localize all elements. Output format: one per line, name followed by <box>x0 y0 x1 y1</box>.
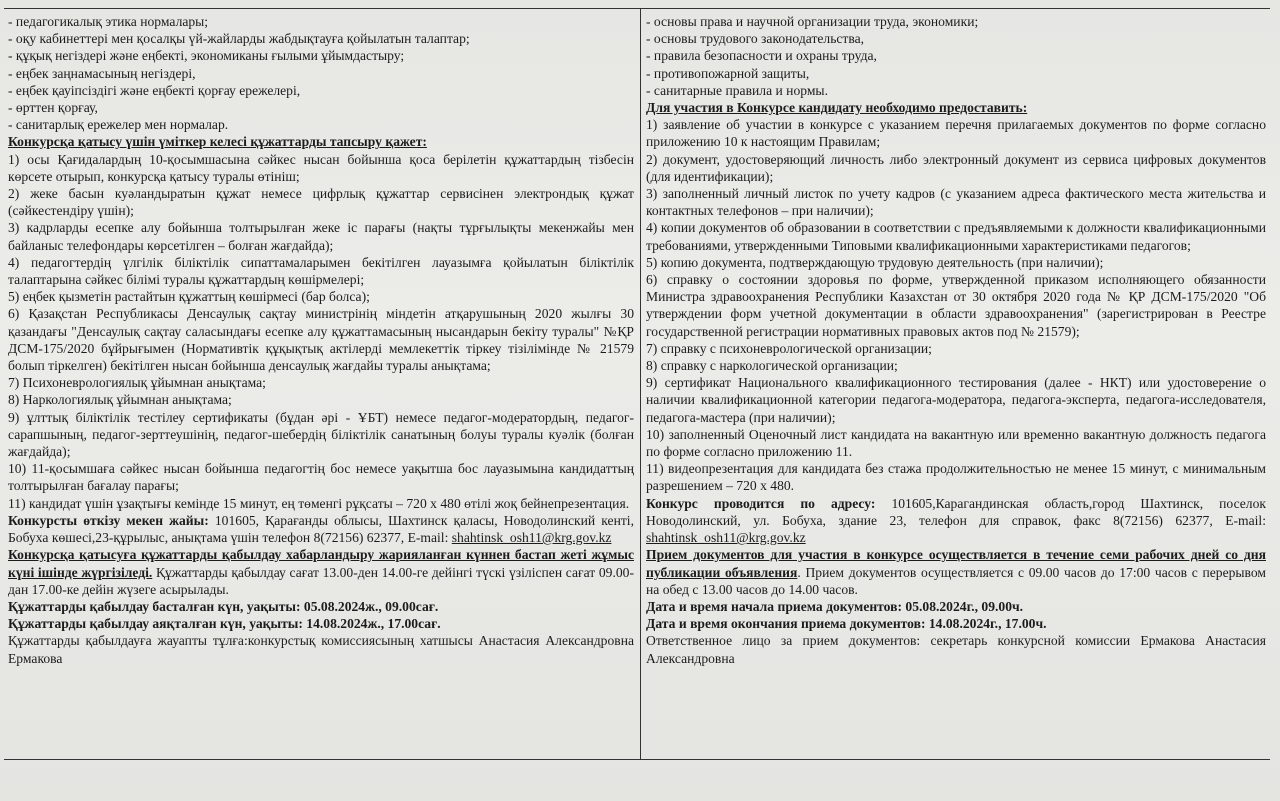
kz-req-item: - құқық негіздері және еңбекті, экономиканы ғылыми ұйымдастыру; <box>8 48 405 64</box>
kz-doc-item: 4) педагогтердің үлгілік біліктілік сипаттамаларымен бекітілген лауазымға қойылатын біліктілік талаптарына сәйкес білімі туралы құжаттардың көшірмелері; <box>8 254 634 288</box>
ru-doc-item: 5) копию документа, подтверждающую трудовую деятельность (при наличии); <box>646 254 1104 270</box>
ru-req-item: - правила безопасности и охраны труда, <box>646 48 877 64</box>
kz-responsible-person: Құжаттарды қабылдауға жауапты тұлға:конкурстық комиссиясының хатшысы Анастасия Александровна Ермакова <box>8 633 634 666</box>
kz-req-item: - педагогикалық этика нормалары; <box>8 14 209 29</box>
kz-doc-item: 3) кадрларды есепке алу бойынша толтырылған жеке іс парағы (нақты тұрғылықты мекенжайы мен байланыс телефондары көрсетілген – болған жағдайда); <box>8 220 634 253</box>
kz-period-text: Құжаттарды қабылдау сағат 13.00-ден 14.00-ге дейінгі түскі үзіліспен сағат 09.00-дан 17.00-ке дейін жүзеге асырылады. <box>8 564 634 597</box>
kz-doc-item: 6) Қазақстан Республикасы Денсаулық сақтау министрінің міндетін атқарушының 2020 жылғы 30 қазандағы "Денсаулық сақтау саласындағы есепке алу құжаттамасының нысандарын бекіту туралы" №ҚР ДСМ-175/2020 бұйрығымен (Нормативтік құқықтық актілерді мемлекеттік тіркеу тізілімінде № 21579 болып тіркелген) бекітілген нысан бойынша денсаулық жағдайы туралы анықтама; <box>8 306 634 374</box>
kz-doc-item: 10) 11-қосымшаға сәйкес нысан бойынша педагогтің бос немесе уақытша бос лауазымына кандидаттың толтырылған бағалау парағы; <box>8 461 634 494</box>
ru-period-text: . Прием документов осуществляется с 09.00 часов до 17:00 часов с перерывом на обед с 13.00 часов до 14.00 часов. <box>646 564 1267 597</box>
kazakh-column <box>4 9 641 759</box>
ru-doc-item: 8) справку с наркологической организации; <box>646 358 898 374</box>
ru-address-paragraph <box>646 495 1266 547</box>
ru-email-link[interactable]: shahtinsk_osh11@krg.gov.kz <box>646 530 806 546</box>
kz-end-date: Құжаттарды қабылдау аяқталған күн, уақыты: 14.08.2024ж., 17.00сағ. <box>8 616 441 632</box>
kz-doc-item: 5) еңбек қызметін растайтын құжаттың көшірмесі (бар болса); <box>8 289 370 305</box>
bilingual-announcement-table <box>4 8 1270 760</box>
ru-doc-item: 7) справку с психоневрологической организации; <box>646 340 932 356</box>
kz-email-link[interactable]: shahtinsk_osh11@krg.gov.kz <box>451 530 612 546</box>
ru-req-item: - санитарные правила и нормы. <box>646 82 828 98</box>
kz-period-paragraph <box>8 546 634 598</box>
ru-doc-item: 9) сертификат Национального квалификационного тестирования (далее - НКТ) или удостоверение о наличии квалификационной категории педагога-модератора, педагога-эксперта, педагога-исследователя, педагога-мастера (при наличии); <box>646 375 1266 425</box>
ru-end-date: Дата и время окончания приема документов: 14.08.2024г., 17.00ч. <box>646 616 1047 632</box>
ru-req-item: - основы права и научной организации труда, экономики; <box>646 14 979 29</box>
kz-period-heading: Конкурсқа қатысуға құжаттарды қабылдау хабарландыру жарияланған күннен бастап жеті жұмыс күні ішінде жүргізіледі. <box>8 547 634 580</box>
ru-req-item: - противопожарной защиты, <box>646 65 810 81</box>
kz-docs-heading: Конкурсқа қатысу үшін үміткер келесі құжаттарды тапсыру қажет: <box>8 134 427 150</box>
ru-doc-item: 6) справку о состоянии здоровья по форме, утвержденной приказом исполняющего обязанности Министра здравоохранения Республики Казахстан от 30 октября 2020 года № ҚР ДСМ-175/2020 "Об утверждении форм учетной документации в области здравоохранения" (зарегистрирован в Реестре государственной регистрации нормативных правовых актов под № 21579); <box>646 272 1266 339</box>
kz-req-item: - өрттен қорғау, <box>8 100 98 116</box>
kz-doc-item: 9) ұлттық біліктілік тестілеу сертификаты (бұдан әрі - ҰБТ) немесе педагог-модератордың, педагог-сарапшының, педагог-зерттеушінің, педагог-шебердің біліктілік санатының болуы туралы куәлік (болған жағдайда); <box>8 409 634 460</box>
kz-doc-item: 7) Психоневрологиялық ұйымнан анықтама; <box>8 375 266 391</box>
kz-req-item: - санитарлық ережелер мен нормалар. <box>8 117 229 133</box>
kz-req-item: - оқу кабинеттері мен қосалқы үй-жайларды жабдықтауға қойылатын талаптар; <box>8 31 470 47</box>
ru-responsible-person: Ответственное лицо за прием документов: секретарь конкурсной комиссии Ермакова Анастасия Александровна <box>646 633 1266 666</box>
kz-start-date: Құжаттарды қабылдау басталған күн, уақыты: 05.08.2024ж., 09.00сағ. <box>8 598 439 614</box>
ru-doc-item: 3) заполненный личный листок по учету кадров (с указанием адреса фактического места жительства и контактных телефонов – при наличии); <box>646 186 1266 219</box>
kz-address-paragraph <box>8 512 634 546</box>
kz-doc-item: 2) жеке басын куәландыратын құжат немесе цифрлық құжаттар сервисінен электрондық құжат (сәйкестендіру үшін); <box>8 186 634 219</box>
kz-doc-item: 11) кандидат үшін ұзақтығы кемінде 15 минут, ең төменгі рұқсаты – 720 х 480 өтілі жоқ бейнепрезентация. <box>8 495 630 511</box>
ru-docs-heading: Для участия в Конкурсе кандидату необходимо предоставить: <box>646 100 1028 116</box>
kz-address-text: 101605, Қарағанды облысы, Шахтинск қаласы, Новодолинский кенті, Бобуха көшесі,23-құрылыс, анықтама үшін телефон 8(72156) 62377, E-mail: <box>8 512 634 546</box>
ru-doc-item: 10) заполненный Оценочный лист кандидата на вакантную или временно вакантную должность педагога по форме согласно приложению 11. <box>646 426 1266 460</box>
ru-address-label: Конкурс проводится по адресу: <box>646 495 876 511</box>
russian-column <box>642 9 1270 759</box>
kz-doc-item: 1) осы Қағидалардың 10-қосымшасына сәйкес нысан бойынша қоса берілетін құжаттардың тізбесін көрсете отырып, конкурсқа қатысу туралы өтініш; <box>8 151 634 184</box>
ru-doc-item: 2) документ, удостоверяющий личность либо электронный документ из сервиса цифровых документов (для идентификации); <box>646 151 1266 184</box>
ru-req-item: - основы трудового законодательства, <box>646 31 865 47</box>
ru-doc-item: 1) заявление об участии в конкурсе с указанием перечня прилагаемых документов по форме согласно приложению 10 к настоящим Правилам; <box>646 117 1266 150</box>
ru-start-date: Дата и время начала приема документов: 05.08.2024г., 09.00ч. <box>646 598 1024 614</box>
kz-doc-item: 8) Наркологиялық ұйымнан анықтама; <box>8 392 232 408</box>
ru-doc-item: 11) видеопрезентация для кандидата без стажа продолжительностью не менее 15 минут, с минимальным разрешением – 720 х 480. <box>646 461 1266 494</box>
kz-address-label: Конкурсты өткізу мекен жайы: <box>8 512 209 528</box>
kz-req-item: - еңбек қауіпсіздігі және еңбекті қорғау ережелері, <box>8 82 301 98</box>
ru-address-text: 101605,Карагандинская область,город Шахтинск, поселок Новодолинский, ул. Бобуха, здание 23, телефон для справок, факс 8(72156) 62377, E-mail: <box>646 495 1266 528</box>
ru-doc-item: 4) копии документов об образовании в соответствии с предъявляемыми к должности квалификационными требованиями, утвержденными Типовыми квалификационными характеристиками педагогов; <box>646 220 1266 253</box>
ru-period-heading: Прием документов для участия в конкурсе осуществляется в течение семи рабочих дней со дня публикации объявления <box>646 547 1266 580</box>
kz-req-item: - еңбек заңнамасының негіздері, <box>8 65 196 81</box>
ru-period-paragraph <box>646 546 1266 598</box>
